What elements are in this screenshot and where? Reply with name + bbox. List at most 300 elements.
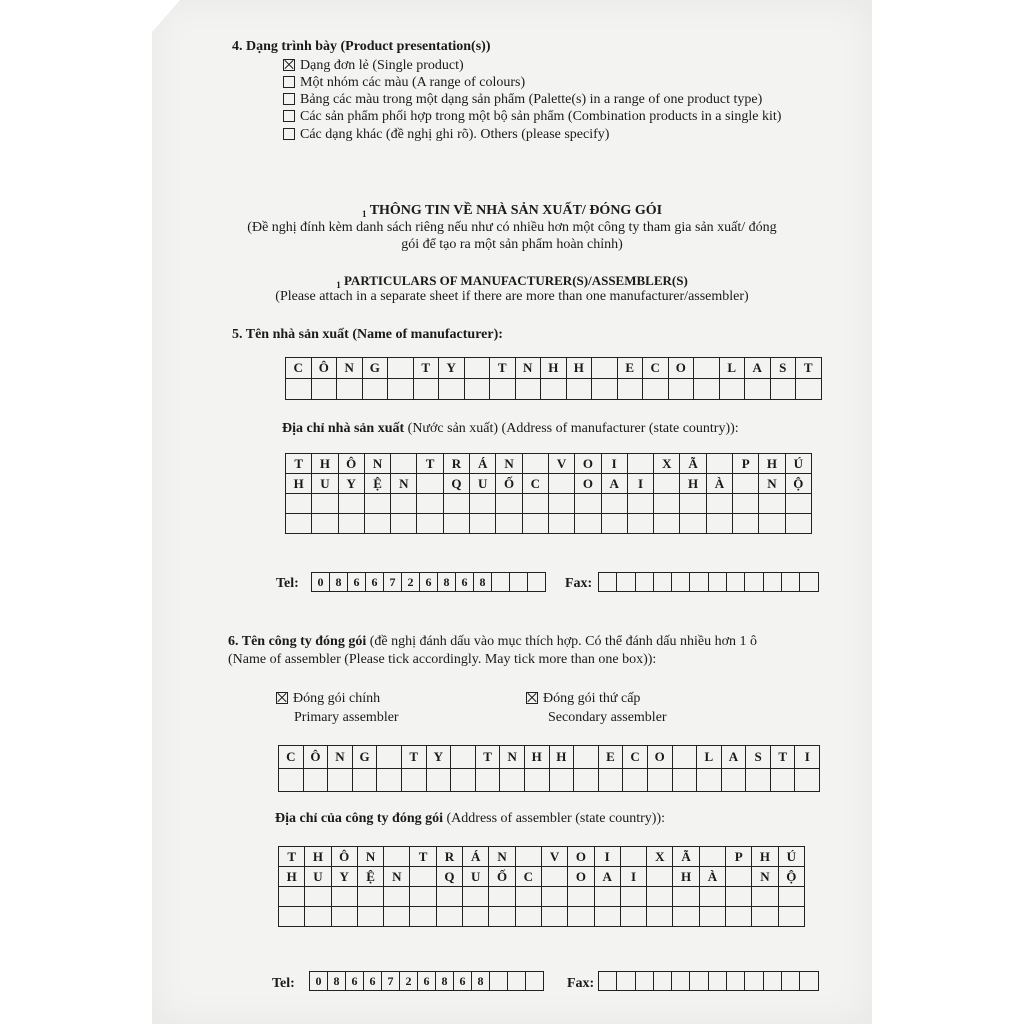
letter-box[interactable]: C	[643, 358, 669, 379]
presentation-option[interactable]	[283, 108, 781, 125]
letter-box[interactable]: H	[673, 867, 699, 887]
letter-box[interactable]	[636, 573, 654, 592]
letter-box[interactable]	[541, 379, 567, 400]
letter-box[interactable]: N	[358, 847, 384, 867]
letter-box[interactable]	[358, 887, 384, 907]
letter-box[interactable]	[463, 887, 489, 907]
letter-box[interactable]: O	[669, 358, 695, 379]
letter-box[interactable]	[444, 494, 470, 514]
letter-box[interactable]	[700, 847, 726, 867]
letter-box[interactable]	[669, 379, 695, 400]
letter-box[interactable]	[621, 887, 647, 907]
letter-box[interactable]	[647, 907, 673, 927]
letter-box[interactable]	[746, 769, 771, 792]
letter-box[interactable]: 0	[310, 972, 328, 991]
letter-box[interactable]	[365, 514, 391, 534]
letter-box[interactable]	[312, 379, 338, 400]
letter-box[interactable]	[410, 867, 436, 887]
letter-box[interactable]	[680, 494, 706, 514]
secondary-assembler-option[interactable]	[526, 690, 640, 707]
letter-box[interactable]	[745, 379, 771, 400]
letter-box[interactable]	[752, 887, 778, 907]
letter-box[interactable]	[764, 972, 782, 991]
letter-box[interactable]: 6	[346, 972, 364, 991]
letter-box[interactable]	[621, 847, 647, 867]
letter-box[interactable]: T	[796, 358, 822, 379]
letter-box[interactable]: T	[410, 847, 436, 867]
letter-box[interactable]	[339, 494, 365, 514]
letter-box[interactable]: N	[752, 867, 778, 887]
letter-box[interactable]: Ã	[673, 847, 699, 867]
primary-assembler-checkbox[interactable]	[276, 692, 288, 704]
letter-box[interactable]	[700, 887, 726, 907]
letter-box[interactable]	[726, 907, 752, 927]
letter-box[interactable]	[745, 972, 763, 991]
letter-box[interactable]: U	[305, 867, 331, 887]
letter-box[interactable]	[451, 746, 476, 769]
presentation-option-checkbox[interactable]	[283, 110, 295, 122]
letter-box[interactable]: H	[541, 358, 567, 379]
letter-box[interactable]	[377, 746, 402, 769]
letter-box[interactable]	[771, 769, 796, 792]
letter-box[interactable]: 6	[348, 573, 366, 592]
letter-box[interactable]: E	[599, 746, 624, 769]
letter-box[interactable]	[496, 494, 522, 514]
letter-box[interactable]: N	[496, 454, 522, 474]
letter-box[interactable]: 7	[384, 573, 402, 592]
letter-box[interactable]	[673, 746, 698, 769]
letter-box[interactable]	[384, 887, 410, 907]
letter-box[interactable]	[595, 907, 621, 927]
letter-box[interactable]: 6	[456, 573, 474, 592]
letter-box[interactable]: X	[647, 847, 673, 867]
letter-box[interactable]: L	[720, 358, 746, 379]
letter-box[interactable]: N	[516, 358, 542, 379]
letter-box[interactable]: Ô	[339, 454, 365, 474]
letter-box[interactable]	[417, 474, 443, 494]
letter-box[interactable]	[384, 907, 410, 927]
letter-box[interactable]	[549, 494, 575, 514]
primary-assembler-option[interactable]	[276, 690, 380, 707]
letter-box[interactable]	[410, 907, 436, 927]
letter-box[interactable]	[636, 972, 654, 991]
letter-box[interactable]	[363, 379, 389, 400]
letter-box[interactable]: Y	[332, 867, 358, 887]
letter-box[interactable]: X	[654, 454, 680, 474]
letter-box[interactable]	[286, 494, 312, 514]
letter-box[interactable]	[733, 514, 759, 534]
letter-box[interactable]	[391, 454, 417, 474]
letter-box[interactable]	[722, 769, 747, 792]
letter-box[interactable]	[332, 887, 358, 907]
letter-box[interactable]: O	[568, 847, 594, 867]
letter-box[interactable]	[339, 514, 365, 534]
letter-box[interactable]	[599, 972, 617, 991]
letter-box[interactable]	[312, 514, 338, 534]
letter-box[interactable]	[427, 769, 452, 792]
letter-box[interactable]	[549, 514, 575, 534]
letter-box[interactable]	[305, 907, 331, 927]
letter-box[interactable]	[759, 514, 785, 534]
letter-box[interactable]: H	[312, 454, 338, 474]
letter-box[interactable]	[489, 887, 515, 907]
manufacturer-fax-grid[interactable]	[598, 572, 819, 592]
presentation-option-checkbox[interactable]	[283, 128, 295, 140]
letter-box[interactable]: I	[595, 847, 621, 867]
letter-box[interactable]: T	[771, 746, 796, 769]
letter-box[interactable]	[490, 972, 508, 991]
letter-box[interactable]	[417, 514, 443, 534]
letter-box[interactable]	[328, 769, 353, 792]
letter-box[interactable]: I	[602, 454, 628, 474]
letter-box[interactable]: 0	[312, 573, 330, 592]
letter-box[interactable]: L	[697, 746, 722, 769]
letter-box[interactable]	[508, 972, 526, 991]
letter-box[interactable]	[733, 494, 759, 514]
letter-box[interactable]: Ã	[680, 454, 706, 474]
presentation-option-checkbox[interactable]	[283, 93, 295, 105]
letter-box[interactable]: H	[567, 358, 593, 379]
letter-box[interactable]	[286, 379, 312, 400]
letter-box[interactable]	[621, 907, 647, 927]
letter-box[interactable]: S	[746, 746, 771, 769]
letter-box[interactable]	[654, 972, 672, 991]
letter-box[interactable]	[516, 887, 542, 907]
letter-box[interactable]: G	[353, 746, 378, 769]
letter-box[interactable]	[654, 474, 680, 494]
letter-box[interactable]	[358, 907, 384, 927]
presentation-option-checkbox[interactable]	[283, 76, 295, 88]
assembler-address-grid[interactable]	[278, 846, 805, 927]
letter-box[interactable]	[618, 379, 644, 400]
letter-box[interactable]	[595, 887, 621, 907]
letter-box[interactable]: C	[279, 746, 304, 769]
letter-box[interactable]	[782, 573, 800, 592]
letter-box[interactable]	[492, 573, 510, 592]
letter-box[interactable]: 2	[402, 573, 420, 592]
letter-box[interactable]	[592, 379, 618, 400]
letter-box[interactable]	[694, 379, 720, 400]
letter-box[interactable]: 8	[438, 573, 456, 592]
letter-box[interactable]	[304, 769, 329, 792]
letter-box[interactable]: H	[305, 847, 331, 867]
letter-box[interactable]	[489, 907, 515, 927]
letter-box[interactable]: U	[312, 474, 338, 494]
letter-box[interactable]: A	[745, 358, 771, 379]
letter-box[interactable]: H	[752, 847, 778, 867]
letter-box[interactable]	[599, 573, 617, 592]
letter-box[interactable]	[410, 887, 436, 907]
letter-box[interactable]	[654, 494, 680, 514]
letter-box[interactable]: T	[414, 358, 440, 379]
letter-box[interactable]: Ệ	[365, 474, 391, 494]
letter-box[interactable]	[496, 514, 522, 534]
letter-box[interactable]: C	[623, 746, 648, 769]
letter-box[interactable]: Y	[439, 358, 465, 379]
letter-box[interactable]	[700, 907, 726, 927]
letter-box[interactable]: V	[542, 847, 568, 867]
letter-box[interactable]	[465, 379, 491, 400]
letter-box[interactable]	[490, 379, 516, 400]
manufacturer-tel-grid[interactable]	[311, 572, 546, 592]
letter-box[interactable]	[800, 972, 818, 991]
letter-box[interactable]: T	[476, 746, 501, 769]
letter-box[interactable]	[599, 769, 624, 792]
presentation-option[interactable]	[283, 126, 609, 143]
letter-box[interactable]	[707, 514, 733, 534]
letter-box[interactable]	[643, 379, 669, 400]
letter-box[interactable]	[764, 573, 782, 592]
letter-box[interactable]	[628, 494, 654, 514]
letter-box[interactable]	[568, 907, 594, 927]
letter-box[interactable]: T	[490, 358, 516, 379]
letter-box[interactable]	[647, 887, 673, 907]
letter-box[interactable]	[745, 573, 763, 592]
letter-box[interactable]	[771, 379, 797, 400]
letter-box[interactable]: O	[568, 867, 594, 887]
letter-box[interactable]	[690, 972, 708, 991]
letter-box[interactable]	[402, 769, 427, 792]
letter-box[interactable]	[525, 769, 550, 792]
letter-box[interactable]	[648, 769, 673, 792]
letter-box[interactable]: Á	[470, 454, 496, 474]
letter-box[interactable]	[470, 494, 496, 514]
letter-box[interactable]	[465, 358, 491, 379]
letter-box[interactable]	[697, 769, 722, 792]
letter-box[interactable]	[759, 494, 785, 514]
letter-box[interactable]	[526, 972, 544, 991]
letter-box[interactable]	[523, 514, 549, 534]
letter-box[interactable]: N	[328, 746, 353, 769]
letter-box[interactable]: Ô	[304, 746, 329, 769]
letter-box[interactable]: 8	[474, 573, 492, 592]
letter-box[interactable]: Ố	[489, 867, 515, 887]
letter-box[interactable]: O	[575, 474, 601, 494]
letter-box[interactable]: Y	[339, 474, 365, 494]
letter-box[interactable]	[672, 573, 690, 592]
letter-box[interactable]	[779, 907, 805, 927]
letter-box[interactable]: Ô	[312, 358, 338, 379]
letter-box[interactable]: T	[417, 454, 443, 474]
letter-box[interactable]	[602, 514, 628, 534]
letter-box[interactable]: R	[444, 454, 470, 474]
presentation-option[interactable]	[283, 91, 762, 108]
letter-box[interactable]: P	[726, 847, 752, 867]
letter-box[interactable]	[575, 494, 601, 514]
letter-box[interactable]	[523, 454, 549, 474]
letter-box[interactable]: C	[286, 358, 312, 379]
letter-box[interactable]: N	[500, 746, 525, 769]
letter-box[interactable]: 8	[436, 972, 454, 991]
letter-box[interactable]	[365, 494, 391, 514]
letter-box[interactable]	[690, 573, 708, 592]
letter-box[interactable]	[528, 573, 546, 592]
letter-box[interactable]: H	[550, 746, 575, 769]
letter-box[interactable]: N	[365, 454, 391, 474]
letter-box[interactable]	[470, 514, 496, 534]
letter-box[interactable]	[353, 769, 378, 792]
letter-box[interactable]: A	[722, 746, 747, 769]
letter-box[interactable]	[567, 379, 593, 400]
letter-box[interactable]: I	[621, 867, 647, 887]
letter-box[interactable]	[709, 573, 727, 592]
letter-box[interactable]: H	[286, 474, 312, 494]
letter-box[interactable]	[414, 379, 440, 400]
assembler-name-grid[interactable]	[278, 745, 820, 792]
presentation-option-checkbox[interactable]	[283, 59, 295, 71]
letter-box[interactable]: Ộ	[779, 867, 805, 887]
letter-box[interactable]: N	[391, 474, 417, 494]
letter-box[interactable]: 2	[400, 972, 418, 991]
letter-box[interactable]	[727, 972, 745, 991]
letter-box[interactable]: 8	[328, 972, 346, 991]
letter-box[interactable]	[727, 573, 745, 592]
letter-box[interactable]	[279, 907, 305, 927]
letter-box[interactable]	[709, 972, 727, 991]
letter-box[interactable]	[795, 769, 820, 792]
letter-box[interactable]	[523, 494, 549, 514]
letter-box[interactable]: À	[700, 867, 726, 887]
letter-box[interactable]: N	[337, 358, 363, 379]
letter-box[interactable]: P	[733, 454, 759, 474]
letter-box[interactable]: H	[279, 867, 305, 887]
letter-box[interactable]	[617, 573, 635, 592]
letter-box[interactable]: Ú	[779, 847, 805, 867]
letter-box[interactable]	[786, 494, 812, 514]
secondary-assembler-checkbox[interactable]	[526, 692, 538, 704]
letter-box[interactable]: H	[680, 474, 706, 494]
letter-box[interactable]	[574, 769, 599, 792]
presentation-option[interactable]	[283, 57, 464, 74]
letter-box[interactable]: T	[286, 454, 312, 474]
letter-box[interactable]	[500, 769, 525, 792]
letter-box[interactable]	[726, 887, 752, 907]
letter-box[interactable]	[800, 573, 818, 592]
assembler-fax-grid[interactable]	[598, 971, 819, 991]
letter-box[interactable]	[617, 972, 635, 991]
letter-box[interactable]: À	[707, 474, 733, 494]
letter-box[interactable]	[286, 514, 312, 534]
letter-box[interactable]	[337, 379, 363, 400]
letter-box[interactable]: I	[795, 746, 820, 769]
letter-box[interactable]	[550, 769, 575, 792]
letter-box[interactable]	[796, 379, 822, 400]
letter-box[interactable]: Q	[437, 867, 463, 887]
letter-box[interactable]	[377, 769, 402, 792]
letter-box[interactable]	[542, 907, 568, 927]
letter-box[interactable]: 6	[454, 972, 472, 991]
presentation-option[interactable]	[283, 74, 525, 91]
letter-box[interactable]: Y	[427, 746, 452, 769]
letter-box[interactable]: A	[595, 867, 621, 887]
letter-box[interactable]	[437, 907, 463, 927]
letter-box[interactable]: O	[648, 746, 673, 769]
letter-box[interactable]	[279, 769, 304, 792]
letter-box[interactable]	[707, 454, 733, 474]
letter-box[interactable]: Á	[463, 847, 489, 867]
letter-box[interactable]	[516, 907, 542, 927]
letter-box[interactable]	[592, 358, 618, 379]
letter-box[interactable]	[391, 494, 417, 514]
letter-box[interactable]	[782, 972, 800, 991]
letter-box[interactable]: S	[771, 358, 797, 379]
letter-box[interactable]	[752, 907, 778, 927]
letter-box[interactable]	[549, 474, 575, 494]
letter-box[interactable]	[647, 867, 673, 887]
letter-box[interactable]: R	[437, 847, 463, 867]
letter-box[interactable]	[779, 887, 805, 907]
letter-box[interactable]	[733, 474, 759, 494]
letter-box[interactable]	[673, 907, 699, 927]
letter-box[interactable]: N	[759, 474, 785, 494]
letter-box[interactable]	[417, 494, 443, 514]
letter-box[interactable]: N	[489, 847, 515, 867]
letter-box[interactable]: 6	[418, 972, 436, 991]
letter-box[interactable]	[451, 769, 476, 792]
letter-box[interactable]: U	[463, 867, 489, 887]
letter-box[interactable]	[673, 887, 699, 907]
letter-box[interactable]: 7	[382, 972, 400, 991]
letter-box[interactable]: C	[516, 867, 542, 887]
letter-box[interactable]	[707, 494, 733, 514]
letter-box[interactable]: Ố	[496, 474, 522, 494]
letter-box[interactable]	[312, 494, 338, 514]
letter-box[interactable]	[332, 907, 358, 927]
letter-box[interactable]: Q	[444, 474, 470, 494]
letter-box[interactable]: 6	[366, 573, 384, 592]
letter-box[interactable]	[542, 887, 568, 907]
manufacturer-address-grid[interactable]	[285, 453, 812, 534]
letter-box[interactable]	[726, 867, 752, 887]
letter-box[interactable]	[623, 769, 648, 792]
letter-box[interactable]: O	[575, 454, 601, 474]
letter-box[interactable]: C	[523, 474, 549, 494]
manufacturer-name-grid[interactable]	[285, 357, 822, 400]
letter-box[interactable]	[476, 769, 501, 792]
letter-box[interactable]	[279, 887, 305, 907]
letter-box[interactable]: G	[363, 358, 389, 379]
letter-box[interactable]	[437, 887, 463, 907]
letter-box[interactable]	[628, 514, 654, 534]
letter-box[interactable]: 8	[472, 972, 490, 991]
letter-box[interactable]	[391, 514, 417, 534]
letter-box[interactable]: Ộ	[786, 474, 812, 494]
letter-box[interactable]	[516, 379, 542, 400]
letter-box[interactable]	[574, 746, 599, 769]
letter-box[interactable]: Ô	[332, 847, 358, 867]
letter-box[interactable]	[575, 514, 601, 534]
letter-box[interactable]	[384, 847, 410, 867]
letter-box[interactable]	[388, 358, 414, 379]
letter-box[interactable]: U	[470, 474, 496, 494]
letter-box[interactable]: I	[628, 474, 654, 494]
letter-box[interactable]	[444, 514, 470, 534]
letter-box[interactable]: H	[525, 746, 550, 769]
letter-box[interactable]: 6	[420, 573, 438, 592]
letter-box[interactable]	[510, 573, 528, 592]
letter-box[interactable]	[516, 847, 542, 867]
letter-box[interactable]	[720, 379, 746, 400]
letter-box[interactable]: T	[279, 847, 305, 867]
letter-box[interactable]: A	[602, 474, 628, 494]
letter-box[interactable]: V	[549, 454, 575, 474]
letter-box[interactable]: H	[759, 454, 785, 474]
letter-box[interactable]: Ệ	[358, 867, 384, 887]
letter-box[interactable]	[305, 887, 331, 907]
letter-box[interactable]	[654, 514, 680, 534]
letter-box[interactable]: E	[618, 358, 644, 379]
letter-box[interactable]: T	[402, 746, 427, 769]
